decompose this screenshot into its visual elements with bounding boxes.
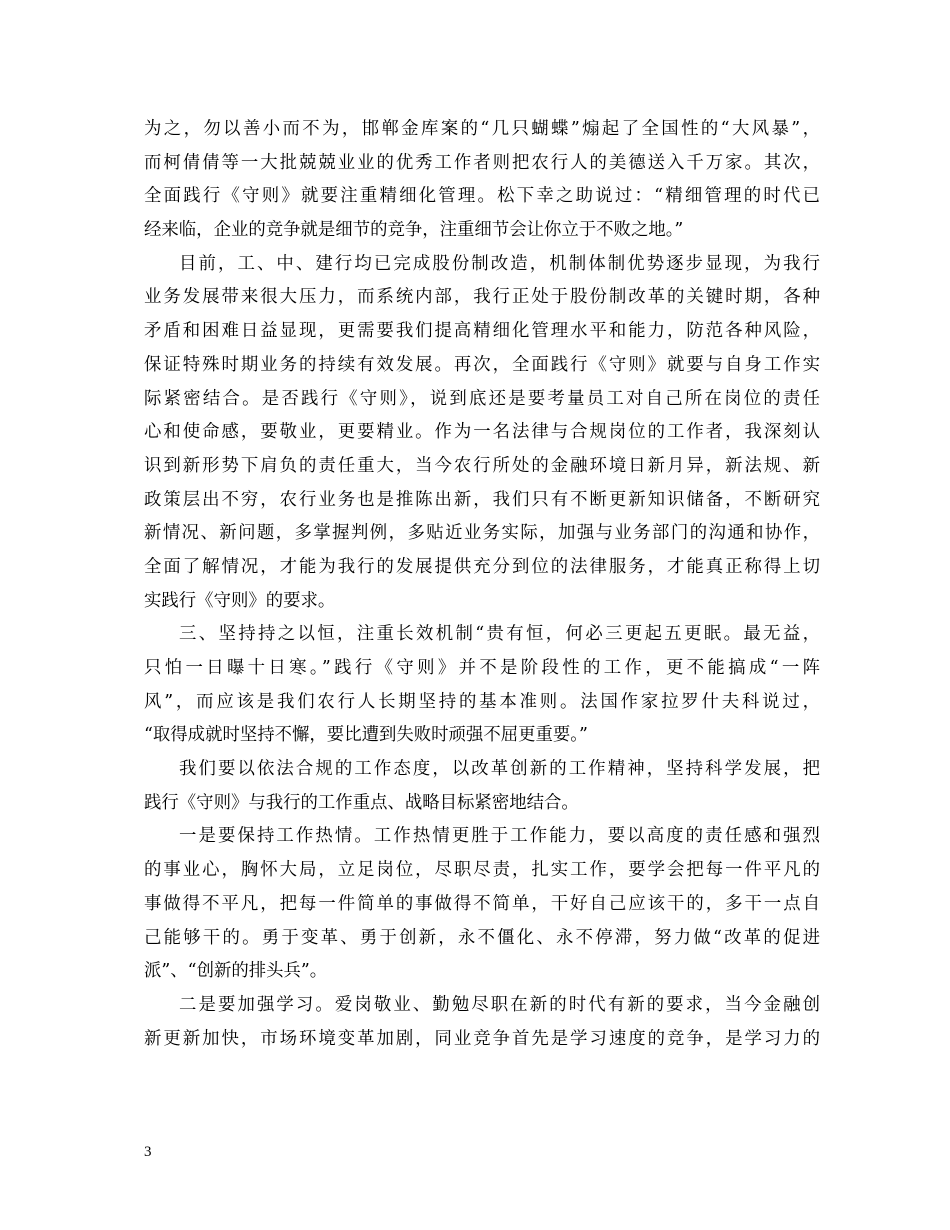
body-text bbox=[144, 113, 820, 1056]
text-line: 的事业心，胸怀大局，立足岗位，尽职尽责，扎实工作，要学会把每一件平凡的 bbox=[144, 860, 820, 881]
text-line: 目前，工、中、建行均已完成股份制改造，机制体制优势逐步显现，为我行 bbox=[179, 253, 820, 274]
text-line: 二是要加强学习。爱岗敬业、勤勉尽职在新的时代有新的要求，当今金融创 bbox=[179, 994, 820, 1015]
text-line: 全面践行《守则》就要注重精细化管理。松下幸之助说过：“精细管理的时代已 bbox=[144, 186, 820, 207]
text-line: 事做得不平凡，把每一件简单的事做得不简单，干好自己应该干的，多干一点自 bbox=[144, 893, 820, 914]
text-line: 心和使命感，要敬业，更要精业。作为一名法律与合规岗位的工作者，我深刻认 bbox=[144, 422, 820, 443]
text-line: 实践行《守则》的要求。 bbox=[144, 590, 336, 611]
text-line: 经来临，企业的竞争就是细节的竞争，注重细节会让你立于不败之地。” bbox=[144, 220, 684, 241]
text-line: 识到新形势下肩负的责任重大，当今农行所处的金融环境日新月异，新法规、新 bbox=[144, 455, 820, 476]
text-line: 三、坚持持之以恒，注重长效机制“贵有恒，何必三更起五更眠。最无益， bbox=[179, 624, 820, 645]
text-line: 而柯倩倩等一大批兢兢业业的优秀工作者则把农行人的美德送入千万家。其次， bbox=[144, 152, 820, 173]
text-line: 风”，而应该是我们农行人长期坚持的基本准则。法国作家拉罗什夫科说过， bbox=[144, 691, 820, 712]
text-line: 全面了解情况，才能为我行的发展提供充分到位的法律服务，才能真正称得上切 bbox=[144, 556, 820, 577]
text-line: 政策层出不穷，农行业务也是推陈出新，我们只有不断更新知识储备，不断研究 bbox=[144, 489, 820, 510]
text-line: 业务发展带来很大压力，而系统内部，我行正处于股份制改革的关键时期，各种 bbox=[144, 287, 820, 308]
text-line: 派”、“创新的排头兵”。 bbox=[144, 961, 328, 982]
text-line: 只怕一日曝十日寒。”践行《守则》并不是阶段性的工作，更不能搞成“一阵 bbox=[144, 658, 820, 678]
text-line: 践行《守则》与我行的工作重点、战略目标紧密地结合。 bbox=[144, 792, 579, 813]
text-line: “取得成就时坚持不懈，要比遭到失败时顽强不屈更重要。” bbox=[144, 725, 588, 746]
text-line: 矛盾和困难日益显现，更需要我们提高精细化管理水平和能力，防范各种风险， bbox=[144, 321, 820, 342]
text-line: 保证特殊时期业务的持续有效发展。再次，全面践行《守则》就要与自身工作实 bbox=[144, 354, 820, 375]
text-line: 己能够干的。勇于变革、勇于创新，永不僵化、永不停滞，努力做“改革的促进 bbox=[144, 927, 820, 948]
text-line: 我们要以依法合规的工作态度，以改革创新的工作精神，坚持科学发展，把 bbox=[179, 759, 820, 780]
text-line: 际紧密结合。是否践行《守则》，说到底还是要考量员工对自己所在岗位的责任 bbox=[144, 388, 820, 409]
page-number: 3 bbox=[144, 1144, 152, 1160]
text-line: 新更新加快，市场环境变革加剧，同业竞争首先是学习速度的竞争，是学习力的 bbox=[144, 1028, 820, 1049]
text-line: 为之，勿以善小而不为，邯郸金库案的“几只蝴蝶”煽起了全国性的“大风暴”， bbox=[144, 119, 820, 139]
text-line: 新情况、新问题，多掌握判例，多贴近业务实际，加强与业务部门的沟通和协作， bbox=[144, 523, 820, 544]
text-line: 一是要保持工作热情。工作热情更胜于工作能力，要以高度的责任感和强烈 bbox=[179, 826, 820, 847]
